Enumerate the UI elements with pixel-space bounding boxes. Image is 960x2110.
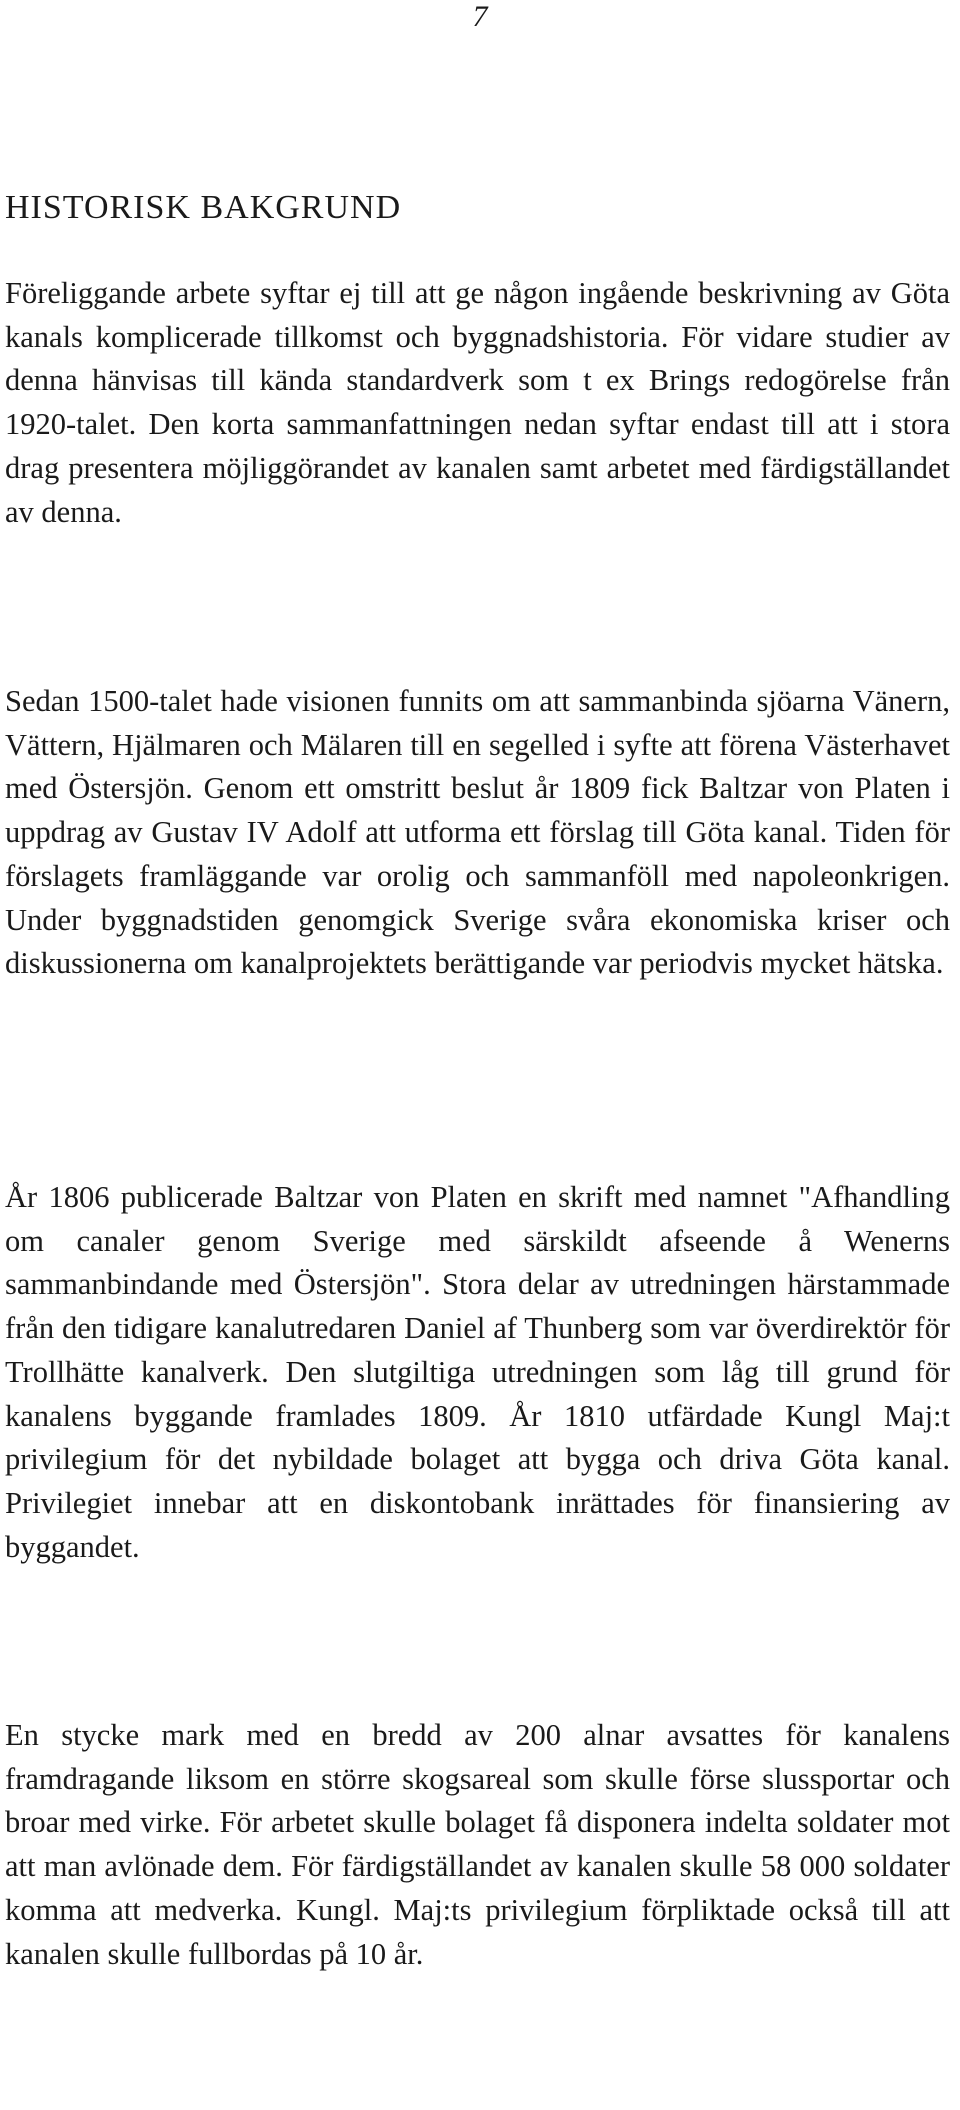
paragraph-intro: Föreliggande arbete syftar ej till att ge någon ingående beskrivning av Göta kanals komplicerade tillkomst och byggnadshistoria. För vidare studier av denna hänvisas till kända standardverk som t ex Brings redogörelse från 1920-talet. Den korta sammanfattningen nedan syftar endast till att i stora drag presentera möjliggörandet av kanalen samt arbetet med färdigställandet av denna. [5, 276, 950, 529]
paragraph-vision: Sedan 1500-talet hade visionen funnits om att sammanbinda sjöarna Vänern, Vättern, Hjälmaren och Mälaren till en segelled i syfte att förena Västerhavet med Östersjön. Genom ett omstritt beslut år 1809 fick Baltzar von Platen i uppdrag av Gustav IV Adolf att utforma ett förslag till Göta kanal. Tiden för förslagets framläggande var orolig och sammanföll med napoleonkrigen. Under byggnadstiden genomgick Sverige svåra ekonomiska kriser och diskussionerna om kanalprojektets berättigande var periodvis mycket hätska. [5, 684, 950, 981]
paragraph-land-and-labour: En stycke mark med en bredd av 200 alnar avsattes för kanalens framdragande liksom en större skogsareal som skulle förse slussportar och broar med virke. För arbetet skulle bolaget få disponera indelta soldater mot att man avlönade dem. För färdigställandet av kanalen skulle 58 000 soldater komma att medverka. Kungl. Maj:ts privilegium förpliktade också till att kanalen skulle fullbordas på 10 år. [5, 1718, 950, 1971]
section-heading: HISTORISK BAKGRUND [5, 189, 402, 226]
page-number: 7 [472, 0, 488, 33]
paragraph-platen-1806: År 1806 publicerade Baltzar von Platen en skrift med namnet "Afhandling om canaler genom Sverige med särskildt afseende å Wenerns sammanbindande med Östersjön". Stora delar av utredningen härstammade från den tidigare kanalutredaren Daniel af Thunberg som var överdirektör för Trollhätte kanalverk. Den slutgiltiga utredningen som låg till grund för kanalens byggande framlades 1809. År 1810 utfärdade Kungl Maj:t privilegium för det nybildade bolaget att bygga och driva Göta kanal. Privilegiet innebar att en diskontobank inrättades för finansiering av byggandet. [5, 1180, 950, 1564]
